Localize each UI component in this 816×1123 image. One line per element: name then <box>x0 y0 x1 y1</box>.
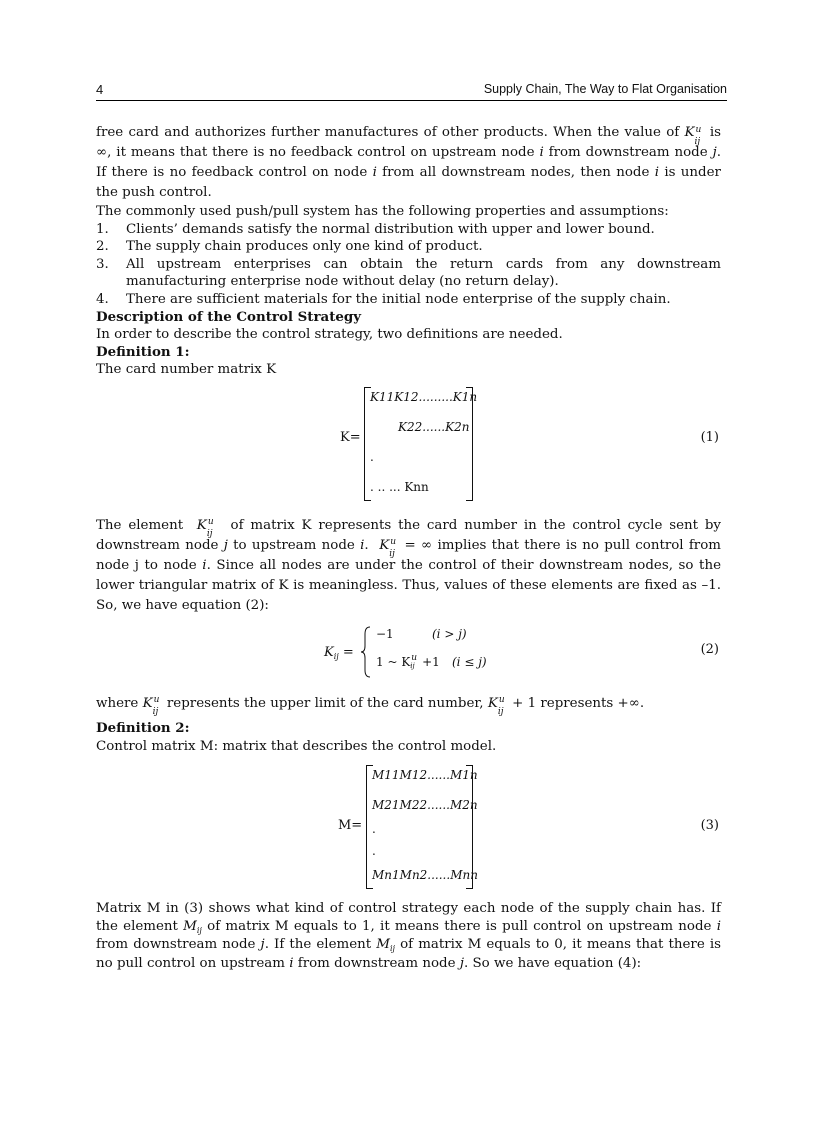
matrix-row: . <box>370 449 374 464</box>
section-heading: Description of the Control Strategy <box>96 308 362 325</box>
paragraph-1: free card and authorizes further manufactures of other products. When the value of K u ij is ∞, it means that there is no feedback control on upstream node i from downstream node j. If there is no feedback control on node i from all downstream nodes, then node i is under the push control. <box>96 124 721 200</box>
equation-number: (2) <box>700 641 719 657</box>
curly-brace <box>360 626 372 678</box>
equation-2 <box>96 616 721 686</box>
equation-3-label: M= <box>338 818 363 834</box>
matrix-row: M21M22......M2n <box>372 798 478 813</box>
matrix-row: K22......K2n <box>398 419 470 434</box>
assumption-list <box>96 221 721 309</box>
equation-1 <box>96 379 721 504</box>
paragraph-2: The commonly used push/pull system has the following properties and assumptions: <box>96 204 669 219</box>
matrix-row: M11M12......M1n <box>372 768 478 783</box>
matrix-row: . <box>372 844 376 859</box>
matrix-row: . .. ... Knn <box>370 479 429 494</box>
list-item: 1. Clients’ demands satisfy the normal distribution with upper and lower bound. <box>96 221 655 237</box>
paragraph-4: The element K u ij of matrix K represents the card number in the control cycle sent by downstream node j to upstream node i. K u ij = ∞ implies that there is no pull control from node j to node i. Since all nodes are under the control of their downstream nodes, so the lower triangular matrix of K is meaningless. Thus, values of these elements are fixed as –1. So, we have equation (2): <box>96 517 721 613</box>
case-2-value: 1 ~ K u ij +1 <box>376 653 440 671</box>
matrix-row: . <box>372 822 376 837</box>
definition-2-heading: Definition 2: <box>96 719 190 736</box>
matrix-row: Mn1Mn2......Mnn <box>372 868 478 883</box>
definition-1-text: The card number matrix K <box>96 362 277 378</box>
equation-number: (1) <box>700 429 719 445</box>
equation-3 <box>96 755 721 890</box>
list-item: 4. There are sufficient materials for the initial node enterprise of the supply chain. <box>96 291 671 307</box>
equation-2-lhs: $K_{ij}$ = <box>324 644 354 661</box>
list-item: 3. All upstream enterprises can obtain the return cards from any downstream manufacturing enterprise node without delay (no return delay). <box>96 256 721 290</box>
equation-1-label: K= <box>340 429 361 445</box>
case-1-value: −1 <box>376 626 394 641</box>
matrix-row: K11K12.........K1n <box>370 389 478 404</box>
definition-2-text: Control matrix M: matrix that describes the control model. <box>96 738 497 754</box>
case-2-condition: (i ≤ j) <box>452 654 487 669</box>
paragraph-3: In order to describe the control strategy, two definitions are needed. <box>96 327 563 343</box>
paragraph-5: where K u ij represents the upper limit of the card number, K u ij + 1 represents +∞. <box>96 695 645 718</box>
running-title: Supply Chain, The Way to Flat Organisation <box>483 82 727 96</box>
definition-1-heading: Definition 1: <box>96 343 190 360</box>
equation-number: (3) <box>700 818 719 834</box>
page-body <box>96 123 721 973</box>
page-number: 4 <box>96 82 104 97</box>
list-item: 2. The supply chain produces only one kind of product. <box>96 239 483 255</box>
case-1-condition: (i > j) <box>432 626 467 641</box>
paragraph-6: Matrix M in (3) shows what kind of control strategy each node of the supply chain has. If the element $M_{ij}$ of matrix M equals to 1, it means there is pull control on upstream node i from downstream node j. If the element $M_{ij}$ of matrix M equals to 0, it means that there is no pull control on upstream i from downstream node j. So we have equation (4): <box>96 901 721 971</box>
page-header <box>96 80 727 101</box>
